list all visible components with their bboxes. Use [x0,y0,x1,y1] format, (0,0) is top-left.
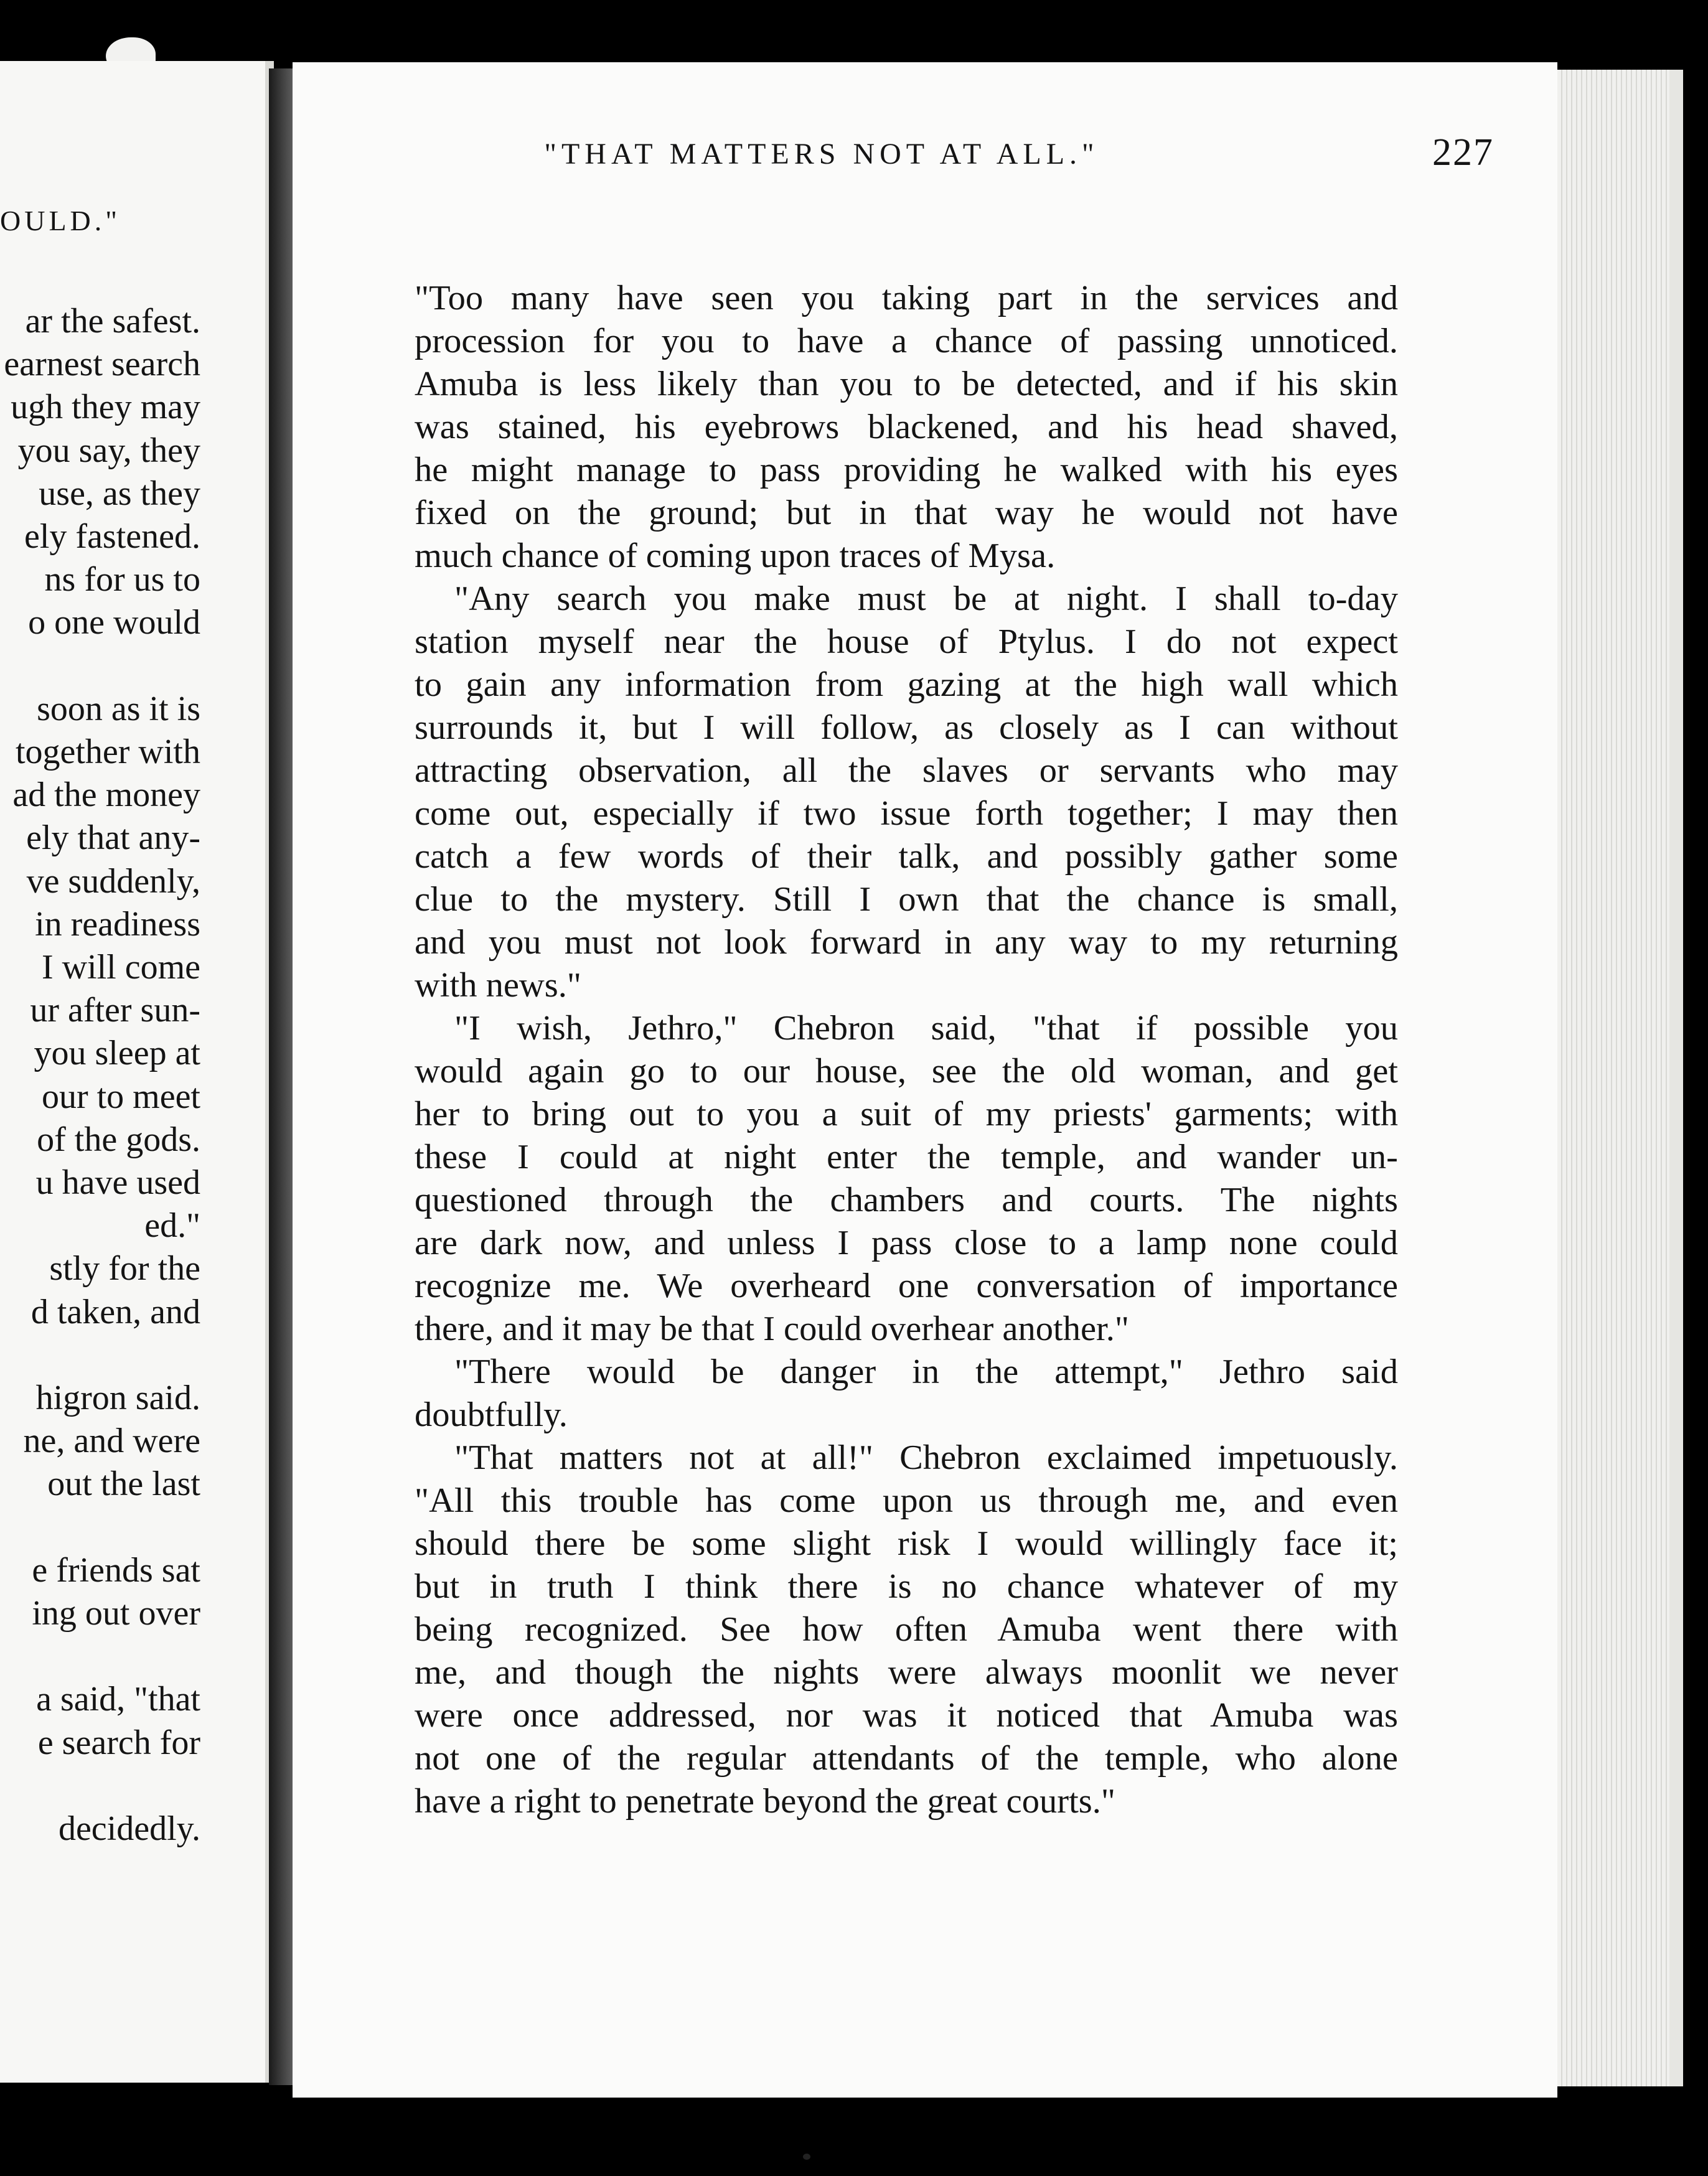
left-text-line: in readiness [35,904,200,944]
left-text-line: you sleep at [34,1034,200,1073]
left-running-head: OULD." [0,205,121,237]
chapter-running-title: "THAT MATTERS NOT AT ALL." [544,138,1099,171]
left-text-line: out the last [47,1465,200,1504]
left-text-line: our to meet [41,1077,200,1116]
text-line: "Any search you make must be at night. I shall to-day [454,579,1398,618]
text-line: station myself near the house of Ptylus. I do not expect [415,622,1398,661]
text-line: "That matters not at all!" Chebron exclaimed impetuously. [454,1438,1398,1477]
left-text-line: earnest search [4,345,200,384]
text-line: and you must not look forward in any way to my returning [415,923,1398,962]
left-text-line: of the gods. [37,1120,200,1159]
text-line: have a right to penetrate beyond the great courts." [415,1782,1115,1821]
body-text [415,277,1398,1823]
text-line: there, and it may be that I could overhear another." [415,1310,1129,1348]
text-line: her to bring out to you a suit of my priests' garments; with [415,1095,1398,1133]
left-text-line: I will come [41,948,200,987]
page-edges [1557,70,1669,2086]
left-text-line: ur after sun- [30,991,200,1030]
left-text-line: ve suddenly, [26,861,200,901]
left-text-line: stly for the [49,1249,200,1288]
text-line: with news." [415,966,581,1005]
text-line: clue to the mystery. Still I own that the chance is small, [415,880,1398,919]
left-text-line: ing out over [32,1594,200,1633]
text-line: me, and though the nights were always moonlit we never [415,1653,1398,1692]
left-text-line: e friends sat [32,1550,200,1590]
text-line: attracting observation, all the slaves or servants who may [415,751,1398,790]
left-text-line: soon as it is [37,689,200,728]
text-line: recognize me. We overheard one conversation of importance [415,1267,1398,1305]
left-text-line: you say, they [17,431,200,470]
left-text-line: u have used [35,1163,200,1202]
text-line: but in truth I think there is no chance whatever of my [415,1567,1398,1606]
text-line: fixed on the ground; but in that way he would not have [415,494,1398,532]
text-line: doubtfully. [415,1395,568,1434]
text-line: would again go to our house, see the old woman, and get [415,1052,1398,1090]
text-line: to gain any information from gazing at the high wall which [415,665,1398,704]
text-line: catch a few words of their talk, and possibly gather some [415,837,1398,876]
left-text-line: ely that any- [26,818,200,858]
page-edges-shade [1669,70,1683,2086]
left-text-line: ne, and were [23,1422,200,1461]
left-text-line: e search for [37,1723,200,1762]
left-text-line: ad the money [12,776,200,815]
text-line: questioned through the chambers and courts. The nights [415,1181,1398,1219]
text-line: should there be some slight risk I would willingly face it; [415,1524,1398,1563]
text-line: "I wish, Jethro," Chebron said, "that if possible you [454,1009,1398,1048]
left-page [0,61,274,2083]
text-line: was stained, his eyebrows blackened, and his head shaved, [415,408,1398,446]
text-line: much chance of coming upon traces of Mysa. [415,537,1056,575]
left-text-line: d taken, and [30,1292,200,1331]
text-line: surrounds it, but I will follow, as closely as I can without [415,708,1398,747]
left-text-line: ed." [144,1206,200,1245]
text-line: he might manage to pass providing he walked with his eyes [415,451,1398,489]
text-line: procession for you to have a chance of passing unnoticed. [415,322,1398,360]
text-line: come out, especially if two issue forth together; I may then [415,794,1398,833]
left-text-line: a said, "that [36,1680,200,1719]
left-text-line: together with [15,733,200,771]
left-text-line: ugh they may [11,388,200,427]
scan-speck [803,2154,810,2160]
left-text-line: use, as they [39,474,200,513]
text-line: "There would be danger in the attempt," Jethro said [454,1353,1398,1391]
text-line: "Too many have seen you taking part in the services and [415,279,1398,317]
page-number: 227 [1432,131,1494,174]
text-line: not one of the regular attendants of the temple, who alone [415,1739,1398,1778]
left-text-line: o one would [28,603,200,642]
left-text-line: higron said. [35,1379,200,1417]
text-line: these I could at night enter the temple, and wander un- [415,1138,1398,1176]
text-line: "All this trouble has come upon us through me, and even [415,1481,1398,1520]
text-line: Amuba is less likely than you to be detected, and if his skin [415,365,1398,403]
text-line: being recognized. See how often Amuba went there with [415,1610,1398,1649]
text-line: are dark now, and unless I pass close to a lamp none could [415,1224,1398,1262]
left-text-line: ar the safest. [25,302,200,340]
left-text-line: ns for us to [44,560,200,599]
text-line: were once addressed, nor was it noticed that Amuba was [415,1696,1398,1735]
left-text-line: decidedly. [58,1809,200,1848]
left-text-line: ely fastened. [24,517,200,556]
